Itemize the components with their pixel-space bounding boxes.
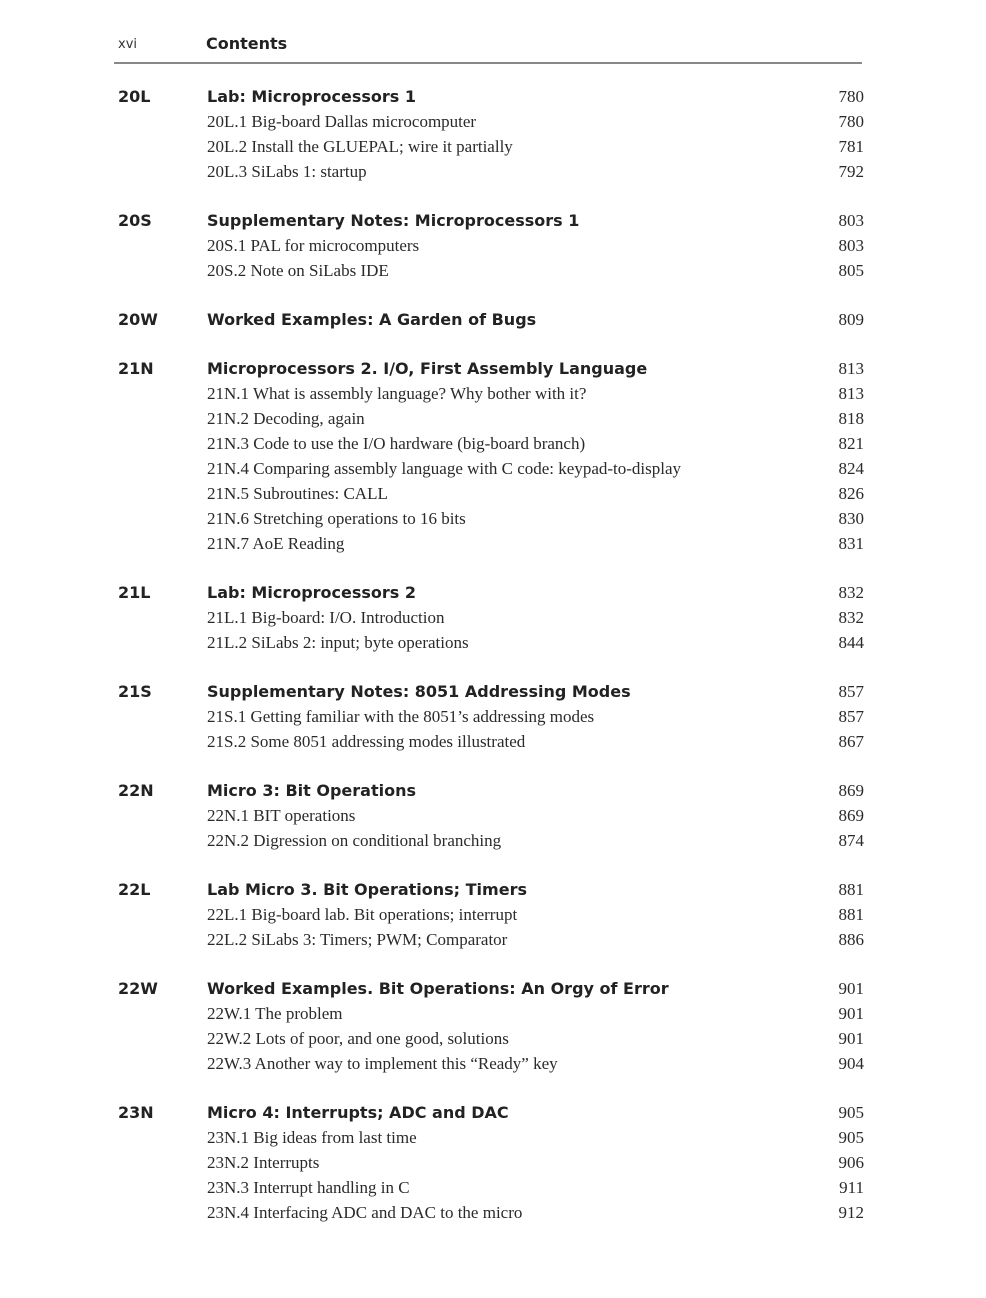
chapter-row[interactable] xyxy=(118,681,864,706)
section-title: 22N.1 BIT operations xyxy=(207,806,356,825)
chapter-row[interactable] xyxy=(118,309,864,334)
section-row[interactable] xyxy=(118,1177,864,1202)
chapter-row[interactable] xyxy=(118,1102,864,1127)
chapter-code: 22W xyxy=(118,979,158,998)
section-row[interactable] xyxy=(118,260,864,285)
chapter-code: 20L xyxy=(118,87,151,106)
section-page-number: 813 xyxy=(838,384,864,403)
section-row[interactable] xyxy=(118,1053,864,1078)
chapter-page-number: 869 xyxy=(838,781,864,800)
chapter-code: 20W xyxy=(118,310,158,329)
chapter-code: 21S xyxy=(118,682,152,701)
section-row[interactable] xyxy=(118,1127,864,1152)
chapter-code: 23N xyxy=(118,1103,154,1122)
chapter-title: Microprocessors 2. I/O, First Assembly Language xyxy=(207,359,648,378)
chapter-entry xyxy=(118,1102,864,1227)
chapter-page-number: 780 xyxy=(838,87,864,106)
section-title: 23N.3 Interrupt handling in C xyxy=(207,1178,410,1197)
section-row[interactable] xyxy=(118,136,864,161)
section-row[interactable] xyxy=(118,706,864,731)
chapter-title: Micro 4: Interrupts; ADC and DAC xyxy=(207,1103,509,1122)
section-page-number: 874 xyxy=(838,831,864,850)
section-page-number: 906 xyxy=(838,1153,864,1172)
section-title: 23N.1 Big ideas from last time xyxy=(207,1128,417,1147)
chapter-title: Micro 3: Bit Operations xyxy=(207,781,416,800)
section-page-number: 821 xyxy=(838,434,864,453)
chapter-entry xyxy=(118,210,864,285)
section-page-number: 911 xyxy=(839,1178,864,1197)
chapter-title: Supplementary Notes: Microprocessors 1 xyxy=(207,211,580,230)
chapter-code: 21N xyxy=(118,359,154,378)
section-row[interactable] xyxy=(118,904,864,929)
page-header xyxy=(118,34,862,58)
header-rule xyxy=(114,62,862,64)
section-title: 21L.2 SiLabs 2: input; byte operations xyxy=(207,633,469,652)
chapter-entry xyxy=(118,86,864,186)
chapter-row[interactable] xyxy=(118,582,864,607)
section-title: 20S.1 PAL for microcomputers xyxy=(207,236,420,255)
chapter-title: Lab Micro 3. Bit Operations; Timers xyxy=(207,880,527,899)
chapter-page-number: 832 xyxy=(838,583,864,602)
chapter-code: 22L xyxy=(118,880,151,899)
chapter-page-number: 905 xyxy=(838,1103,864,1122)
section-row[interactable] xyxy=(118,1152,864,1177)
section-title: 20L.2 Install the GLUEPAL; wire it partially xyxy=(207,137,513,156)
section-title: 21N.5 Subroutines: CALL xyxy=(207,484,388,503)
section-page-number: 901 xyxy=(838,1004,864,1023)
chapter-page-number: 813 xyxy=(838,359,864,378)
chapter-code: 22N xyxy=(118,781,154,800)
section-page-number: 826 xyxy=(838,484,864,503)
chapter-title: Worked Examples: A Garden of Bugs xyxy=(207,310,537,329)
chapter-entry xyxy=(118,582,864,657)
chapter-entry xyxy=(118,978,864,1078)
section-page-number: 792 xyxy=(838,162,864,181)
section-row[interactable] xyxy=(118,433,864,458)
section-page-number: 857 xyxy=(838,707,864,726)
section-page-number: 912 xyxy=(838,1203,864,1222)
section-page-number: 881 xyxy=(838,905,864,924)
chapter-page-number: 857 xyxy=(838,682,864,701)
section-page-number: 818 xyxy=(838,409,864,428)
section-page-number: 886 xyxy=(838,930,864,949)
section-title: 21N.6 Stretching operations to 16 bits xyxy=(207,509,466,528)
chapter-row[interactable] xyxy=(118,210,864,235)
section-title: 21N.4 Comparing assembly language with C code: keypad-to-display xyxy=(207,459,682,478)
chapter-page-number: 901 xyxy=(838,979,864,998)
section-page-number: 832 xyxy=(838,608,864,627)
section-title: 22W.2 Lots of poor, and one good, solutions xyxy=(207,1029,509,1048)
section-title: 20L.1 Big-board Dallas microcomputer xyxy=(207,112,477,131)
section-row[interactable] xyxy=(118,161,864,186)
section-page-number: 905 xyxy=(838,1128,864,1147)
table-of-contents xyxy=(118,86,864,1251)
section-title: 20S.2 Note on SiLabs IDE xyxy=(207,261,389,280)
section-page-number: 830 xyxy=(838,509,864,528)
section-page-number: 867 xyxy=(838,732,864,751)
section-row[interactable] xyxy=(118,1202,864,1227)
section-page-number: 904 xyxy=(838,1054,864,1073)
section-row[interactable] xyxy=(118,235,864,260)
chapter-entry xyxy=(118,879,864,954)
section-row[interactable] xyxy=(118,1003,864,1028)
section-page-number: 780 xyxy=(838,112,864,131)
page-number: xvi xyxy=(118,37,137,52)
chapter-code: 21L xyxy=(118,583,151,602)
section-row[interactable] xyxy=(118,383,864,408)
section-row[interactable] xyxy=(118,533,864,558)
section-title: 22W.1 The problem xyxy=(207,1004,343,1023)
section-title: 20L.3 SiLabs 1: startup xyxy=(207,162,367,181)
chapter-title: Lab: Microprocessors 1 xyxy=(207,87,417,106)
section-row[interactable] xyxy=(118,1028,864,1053)
chapter-entry xyxy=(118,681,864,756)
section-row[interactable] xyxy=(118,805,864,830)
section-row[interactable] xyxy=(118,458,864,483)
section-title: 22L.1 Big-board lab. Bit operations; interrupt xyxy=(207,905,518,924)
section-title: 23N.4 Interfacing ADC and DAC to the micro xyxy=(207,1203,523,1222)
section-page-number: 869 xyxy=(838,806,864,825)
section-row[interactable] xyxy=(118,632,864,657)
section-title: 21N.7 AoE Reading xyxy=(207,534,345,553)
chapter-title: Lab: Microprocessors 2 xyxy=(207,583,417,602)
chapter-row[interactable] xyxy=(118,86,864,111)
section-title: 23N.2 Interrupts xyxy=(207,1153,320,1172)
section-title: 22W.3 Another way to implement this “Ready” key xyxy=(207,1054,558,1073)
chapter-entry xyxy=(118,780,864,855)
section-title: 21N.3 Code to use the I/O hardware (big-board branch) xyxy=(207,434,586,453)
section-title: 21L.1 Big-board: I/O. Introduction xyxy=(207,608,445,627)
chapter-row[interactable] xyxy=(118,780,864,805)
section-page-number: 901 xyxy=(838,1029,864,1048)
section-title: 21N.2 Decoding, again xyxy=(207,409,365,428)
section-row[interactable] xyxy=(118,929,864,954)
section-title: 21N.1 What is assembly language? Why bother with it? xyxy=(207,384,587,403)
section-page-number: 824 xyxy=(838,459,864,478)
chapter-row[interactable] xyxy=(118,978,864,1003)
chapter-title: Supplementary Notes: 8051 Addressing Modes xyxy=(207,682,631,701)
chapter-title: Worked Examples. Bit Operations: An Orgy of Error xyxy=(207,979,669,998)
section-page-number: 831 xyxy=(838,534,864,553)
section-row[interactable] xyxy=(118,111,864,136)
chapter-entry xyxy=(118,309,864,334)
chapter-page-number: 881 xyxy=(838,880,864,899)
section-title: 22L.2 SiLabs 3: Timers; PWM; Comparator xyxy=(207,930,508,949)
section-page-number: 805 xyxy=(838,261,864,280)
chapter-code: 20S xyxy=(118,211,152,230)
section-row[interactable] xyxy=(118,731,864,756)
section-page-number: 781 xyxy=(838,137,864,156)
section-row[interactable] xyxy=(118,830,864,855)
chapter-entry xyxy=(118,358,864,558)
section-row[interactable] xyxy=(118,483,864,508)
chapter-page-number: 809 xyxy=(838,310,864,329)
running-title: Contents xyxy=(206,34,288,53)
chapter-page-number: 803 xyxy=(838,211,864,230)
section-page-number: 803 xyxy=(838,236,864,255)
section-title: 21S.1 Getting familiar with the 8051’s addressing modes xyxy=(207,707,595,726)
section-row[interactable] xyxy=(118,408,864,433)
section-row[interactable] xyxy=(118,607,864,632)
chapter-row[interactable] xyxy=(118,358,864,383)
chapter-row[interactable] xyxy=(118,879,864,904)
section-title: 22N.2 Digression on conditional branching xyxy=(207,831,502,850)
section-page-number: 844 xyxy=(838,633,864,652)
section-row[interactable] xyxy=(118,508,864,533)
section-title: 21S.2 Some 8051 addressing modes illustrated xyxy=(207,732,526,751)
